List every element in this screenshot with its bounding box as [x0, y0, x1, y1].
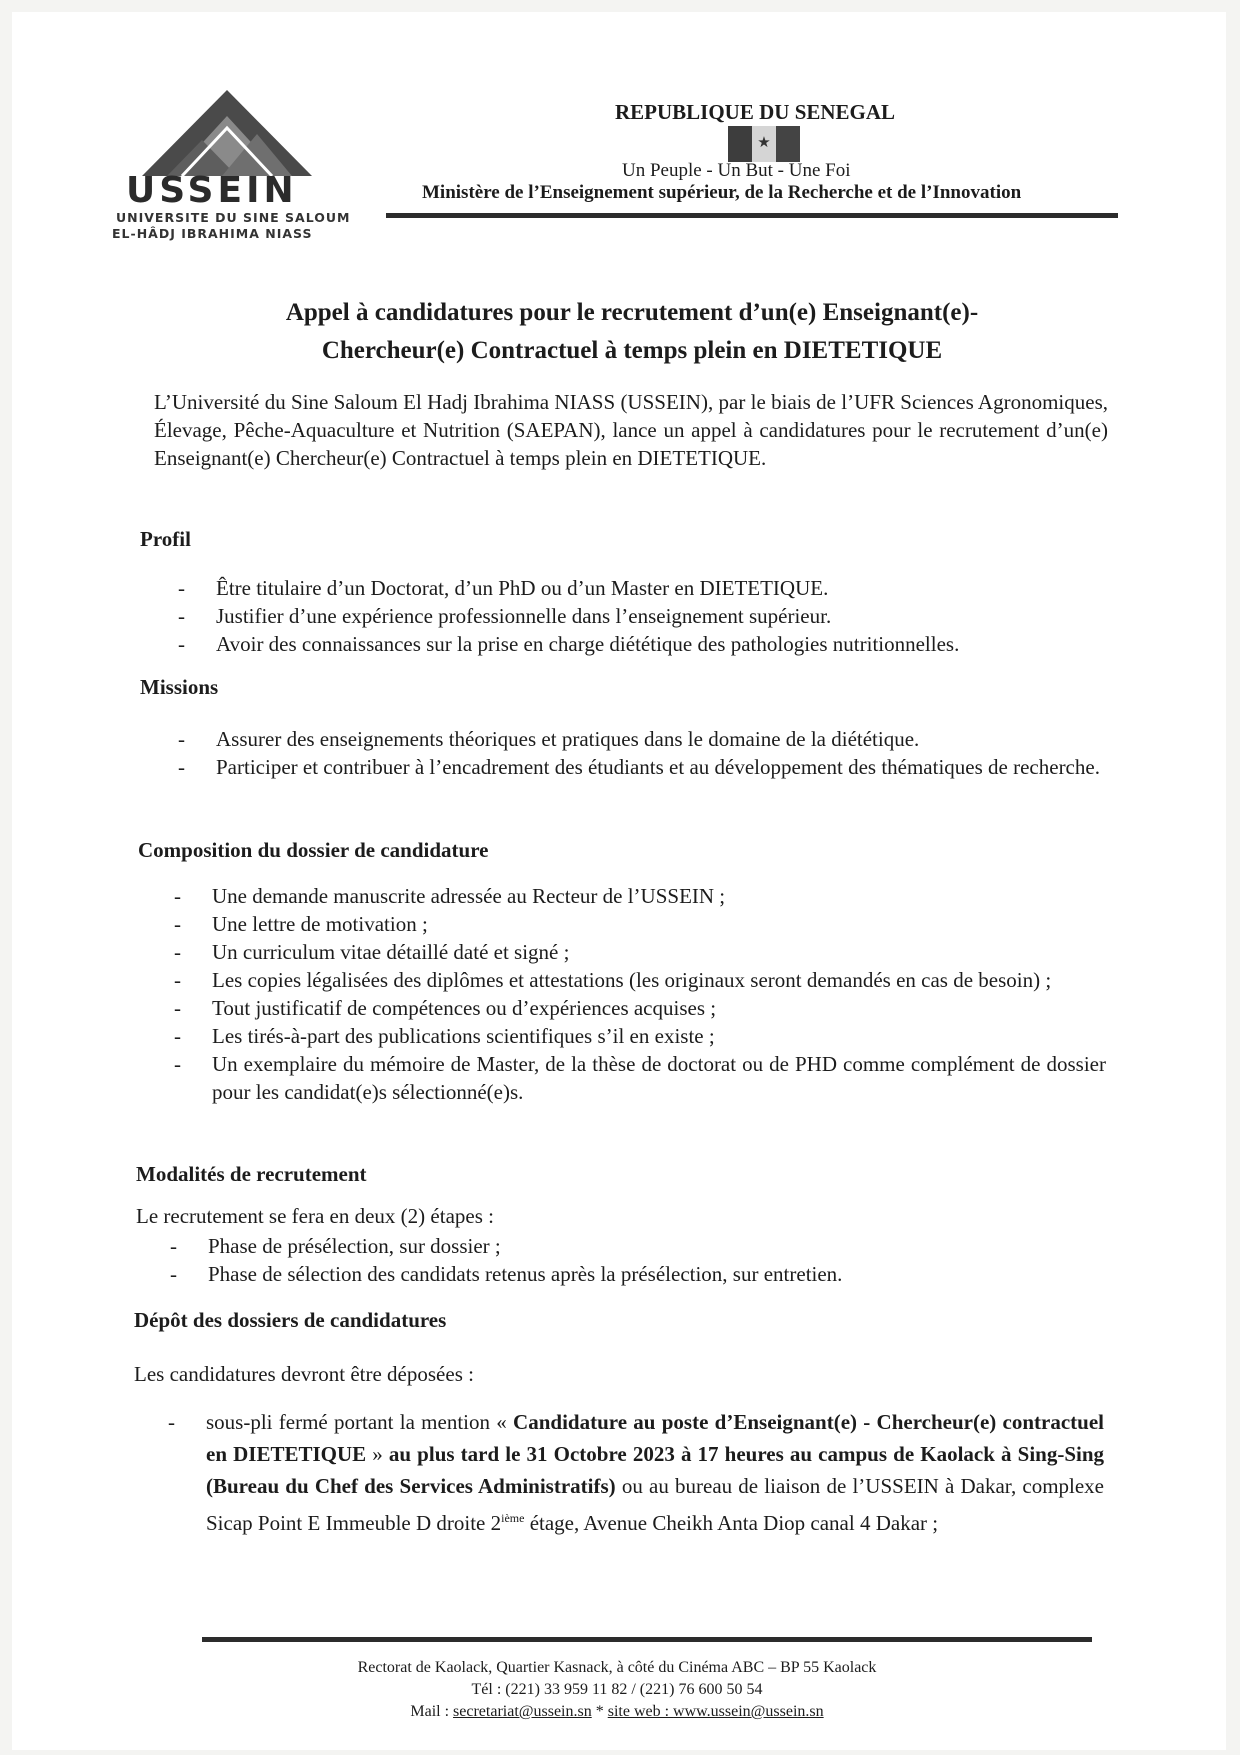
mountain-logo-icon: [142, 90, 312, 176]
list-item: - Assurer des enseignements théoriques et pratiques dans le domaine de la diététique.: [178, 727, 920, 751]
section-heading-dossier: Composition du dossier de candidature: [138, 838, 489, 862]
logo-subtitle-2: EL-HÂDJ IBRAHIMA NIASS: [112, 226, 313, 241]
ministry-name: Ministère de l’Enseignement supérieur, de la Recherche et de l’Innovation: [422, 182, 1022, 203]
section-heading-depot: Dépôt des dossiers de candidatures: [134, 1308, 447, 1332]
logo-subtitle-1: UNIVERSITE DU SINE SALOUM: [116, 210, 351, 225]
republic-heading: REPUBLIQUE DU SENEGAL: [615, 100, 896, 124]
list-item: - Un exemplaire du mémoire de Master, de la thèse de doctorat ou de PHD comme complément de dossier pour les candidat(e)s sélectionné(e)s.: [174, 1052, 1106, 1104]
title-line-1: Appel à candidatures pour le recrutement d’un(e) Enseignant(e)-: [285, 299, 979, 326]
list-item: - Avoir des connaissances sur la prise en charge diététique des pathologies nutritionnelles.: [178, 632, 960, 656]
modalites-intro: Le recrutement se fera en deux (2) étapes :: [136, 1204, 494, 1228]
list-item: - Tout justificatif de compétences ou d’expériences acquises ;: [174, 996, 717, 1020]
intro-paragraph: L’Université du Sine Saloum El Hadj Ibrahima NIASS (USSEIN), par le biais de l’UFR Sciences Agronomiques, Élevage, Pêche-Aquaculture et Nutrition (SAEPAN), lance un appel à candidatures pour le recrutement d’un(e) Enseignant(e) Chercheur(e) Contractuel à temps plein en DIETETIQUE.: [154, 390, 1108, 470]
list-item: - sous-pli fermé portant la mention « Candidature au poste d’Enseignant(e) - Chercheur(e) contractuel en DIETETIQUE » au plus tard le 31 Octobre 2023 à 17 heures au campus de Kaolack à Sing-Sing (Bureau du Chef des Services Administratifs) ou au bureau de liaison de l’USSEIN à Dakar, complexe Sicap Point E Immeuble D droite 2ième étage, Avenue Cheikh Anta Diop canal 4 Dakar ;: [168, 1410, 1105, 1535]
senegal-flag-icon: [728, 126, 800, 162]
section-heading-profil: Profil: [140, 527, 191, 551]
dossier-list: [174, 882, 1106, 1106]
footer-contact: Mail : secretariat@ussein.sn * site web : www.ussein@ussein.sn: [410, 1703, 824, 1720]
modalites-list: [170, 1232, 1100, 1288]
footer: [212, 1657, 1022, 1723]
university-logo: [112, 90, 352, 240]
depot-intro: Les candidatures devront être déposées :: [134, 1362, 474, 1386]
logo-name: USSEIN: [126, 170, 298, 211]
document-page: [12, 12, 1226, 1750]
list-item: - Justifier d’une expérience professionnelle dans l’enseignement supérieur.: [178, 604, 832, 628]
list-item: - Les tirés-à-part des publications scientifiques s’il en existe ;: [174, 1024, 715, 1048]
list-item: - Phase de sélection des candidats retenus après la présélection, sur entretien.: [170, 1262, 843, 1286]
list-item: - Un curriculum vitae détaillé daté et signé ;: [174, 940, 570, 964]
title-line-2: Chercheur(e) Contractuel à temps plein en DIETETIQUE: [321, 337, 943, 364]
list-item: - Être titulaire d’un Doctorat, d’un PhD ou d’un Master en DIETETIQUE.: [178, 576, 829, 600]
missions-list: [178, 725, 1108, 781]
national-motto: Un Peuple - Un But - Une Foi: [622, 160, 851, 181]
list-item: - Une demande manuscrite adressée au Recteur de l’USSEIN ;: [174, 884, 726, 908]
footer-address: Rectorat de Kaolack, Quartier Kasnack, à côté du Cinéma ABC – BP 55 Kaolack: [357, 1659, 877, 1676]
star-icon: ★: [757, 135, 771, 151]
website-link[interactable]: www.ussein@ussein.sn: [673, 1703, 824, 1720]
profil-list: [178, 574, 1108, 658]
section-heading-missions: Missions: [140, 675, 219, 699]
depot-list: [168, 1406, 1104, 1539]
list-item: - Participer et contribuer à l’encadrement des étudiants et au développement des thématiques de recherche.: [178, 755, 1100, 779]
section-heading-modalites: Modalités de recrutement: [136, 1162, 367, 1186]
header-divider: [386, 213, 1118, 218]
document-title: [192, 294, 1072, 370]
footer-phone: Tél : (221) 33 959 11 82 / (221) 76 600 50 54: [471, 1681, 763, 1698]
list-item: - Les copies légalisées des diplômes et attestations (les originaux seront demandés en cas de besoin) ;: [174, 968, 1052, 992]
list-item: - Phase de présélection, sur dossier ;: [170, 1234, 501, 1258]
footer-divider: [202, 1637, 1092, 1642]
mail-link[interactable]: secretariat@ussein.sn: [453, 1703, 592, 1720]
list-item: - Une lettre de motivation ;: [174, 912, 428, 936]
